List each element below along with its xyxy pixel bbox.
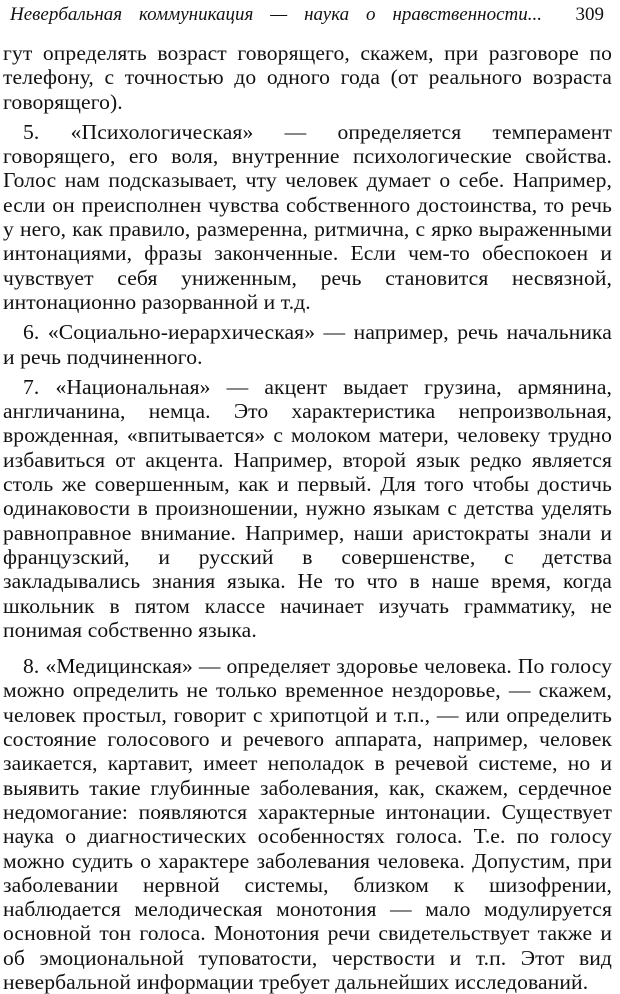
page-number: 309 [575, 4, 604, 25]
page-header [0, 2, 612, 28]
paragraph-medical: 8. «Медицинская» — определяет здоровье человека. По голосу можно определить не только временное нездоровье, — скажем, человек простыл, говорит с хрипотцой и т.п., — или определить состояние голосового и речевого аппарата, например, человек заикается, картавит, имеет неполадок в речевой системе, но и выявить такие глубинные заболевания, как, скажем, сердечное недомогание: появляются характерные интонации. Существует наука о диагностических особенностях голоса. Т.е. по голосу можно судить о характере заболевания человека. Допустим, при заболевании нервной системы, близком к шизофрении, наблюдается мелодическая монотония — мало модулируется основной тон голоса. Монотония речи свидетельствует также и об эмоциональной туповатости, черствости и т.п. Этот вид невербальной информации требует дальнейших исследований. [3, 654, 612, 994]
paragraph-continuation: гут определять возраст говорящего, скажем, при разговоре по телефону, с точностью до одного года (от реального возраста говорящего). [3, 41, 612, 114]
paragraph-national: 7. «Национальная» — акцент выдает грузина, армянина, англичанина, немца. Это характеристика непроизвольная, врожденная, «впитывается» с молоком матери, человеку трудно избавиться от акцента. Например, второй язык редко является столь же совершенным, как и первый. Для того чтобы достичь одинаковости в произношении, нужно языкам с детства уделять равноправное внимание. Например, наши аристократы знали и французский, и русский в совершенстве, с детства закладывались знания языка. Не то что в наше время, когда школьник в пятом классе начинает изучать грамматику, не понимая собственно языка. [3, 374, 612, 642]
paragraph-psychological: 5. «Психологическая» — определяется темперамент говорящего, его воля, внутренние психологические свойства. Голос нам подсказывает, чту человек думает о себе. Например, если он преисполнен чувства собственного достоинства, то речь у него, как правило, размеренна, ритмична, с ярко выраженными интонациями, фразы законченные. Если чем-то обеспокоен и чувствует себя униженным, речь становится несвязной, интонационно разорванной и т.д. [3, 119, 612, 314]
running-head: Невербальная коммуникация — наука о нравственности... [10, 4, 542, 25]
page-body [3, 41, 612, 994]
paragraph-social-hierarchical: 6. «Социально-иерархическая» — например, речь начальника и речь подчиненного. [3, 320, 612, 369]
